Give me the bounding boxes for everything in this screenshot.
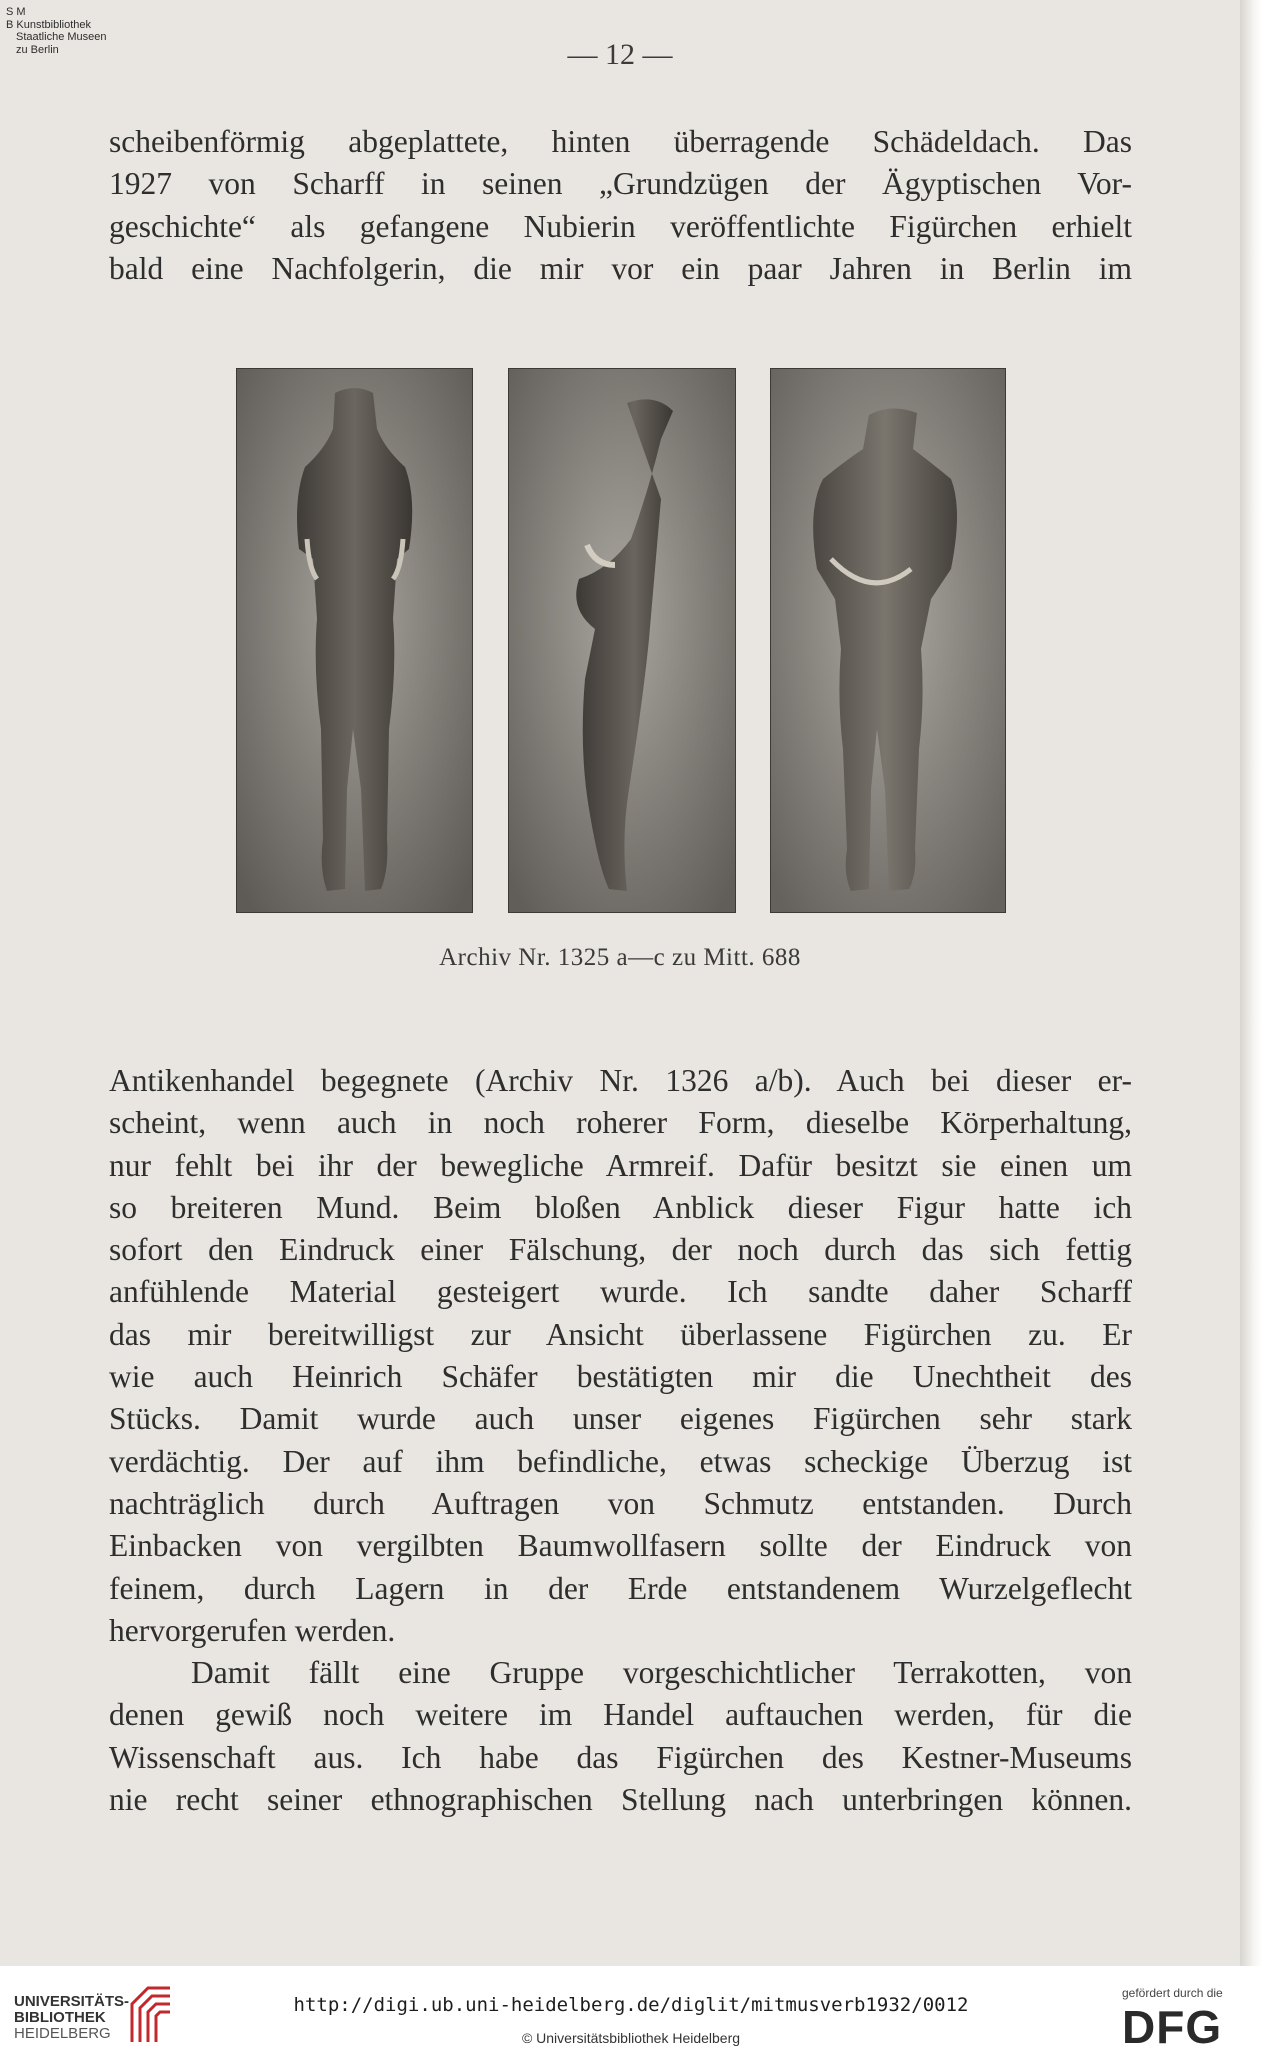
- text-line: nie recht seiner ethnographischen Stellung nach unterbringen können.: [109, 1782, 1132, 1818]
- text-line: so breiteren Mund. Beim bloßen Anblick dieser Figur hatte ich: [109, 1189, 1132, 1225]
- text-line: bald eine Nachfolgerin, die mir vor ein paar Jahren in Berlin im: [109, 250, 1132, 286]
- text-line: feinem, durch Lagern in der Erde entstandenem Wurzelgeflecht: [109, 1570, 1132, 1606]
- dfg-logo: DFG: [1122, 2001, 1223, 2053]
- text-line: verdächtig. Der auf ihm befindliche, etwas scheckige Überzug ist: [109, 1443, 1132, 1479]
- text-line: das mir bereitwilligst zur Ansicht überlassene Figürchen zu. Er: [109, 1316, 1132, 1352]
- text-line: Stücks. Damit wurde auch unser eigenes Figürchen sehr stark: [109, 1401, 1132, 1437]
- figurine-photo-back: [770, 368, 1006, 913]
- text-line: nur fehlt bei ihr der bewegliche Armreif. Dafür besitzt sie einen um: [109, 1147, 1132, 1183]
- page-number: — 12 —: [567, 38, 673, 71]
- text-line: nachträglich durch Auftragen von Schmutz entstanden. Durch: [109, 1485, 1132, 1521]
- text-line: Damit fällt eine Gruppe vorgeschichtlicher Terrakotten, von: [191, 1655, 1132, 1691]
- library-name-line: UNIVERSITÄTS-: [14, 1993, 130, 2010]
- text-line: anfühlende Material gesteigert wurde. Ich sandte daher Scharff: [109, 1274, 1132, 1310]
- stamp-line: Staatliche Museen: [16, 31, 107, 43]
- paragraph-top: [109, 121, 1132, 290]
- stamp-line: zu Berlin: [16, 43, 59, 56]
- text-line: Antikenhandel begegnete (Archiv Nr. 1326 a/b). Auch bei dieser er-: [109, 1063, 1132, 1098]
- text-line: sofort den Eindruck einer Fälschung, der noch durch das sich fettig: [109, 1232, 1132, 1268]
- footer: [0, 1966, 1262, 2063]
- text-line: hervorgerufen werden.: [109, 1612, 396, 1648]
- stamp-line: S M: [6, 6, 26, 18]
- text-line: scheint, wenn auch in noch roherer Form, dieselbe Körperhaltung,: [109, 1105, 1132, 1141]
- page-edge: [1240, 0, 1262, 1966]
- library-name-line: BIBLIOTHEK: [14, 2009, 106, 2026]
- paragraph-bottom: [109, 1060, 1132, 1821]
- funding-note: gefördert durch die: [1122, 1986, 1223, 2000]
- text-line: denen gewiß noch weitere im Handel auftauchen werden, für die: [109, 1697, 1132, 1733]
- figure-caption: Archiv Nr. 1325 a—c zu Mitt. 688: [439, 944, 801, 971]
- text-line: 1927 von Scharff in seinen „Grundzügen der Ägyptischen Vor-: [109, 166, 1132, 202]
- text-line: Einbacken von vergilbten Baumwollfasern sollte der Eindruck von: [109, 1528, 1132, 1564]
- text-line: geschichte“ als gefangene Nubierin veröffentlichte Figürchen erhielt: [109, 208, 1132, 244]
- library-name-line: HEIDELBERG: [14, 2025, 111, 2042]
- stamp-line: B Kunstbibliothek: [6, 18, 91, 31]
- figurine-photo-front: [236, 368, 473, 913]
- text-line: scheibenförmig abgeplattete, hinten überragende Schädeldach. Das: [109, 124, 1132, 159]
- figurine-photo-side: [508, 368, 736, 913]
- permalink-url[interactable]: http://digi.ub.uni-heidelberg.de/diglit/mitmusverb1932/0012: [293, 1994, 969, 2016]
- text-line: Wissenschaft aus. Ich habe das Figürchen des Kestner-Museums: [109, 1739, 1132, 1775]
- copyright-notice: © Universitätsbibliothek Heidelberg: [521, 2030, 741, 2046]
- text-line: wie auch Heinrich Schäfer bestätigten mir die Unechtheit des: [109, 1359, 1132, 1395]
